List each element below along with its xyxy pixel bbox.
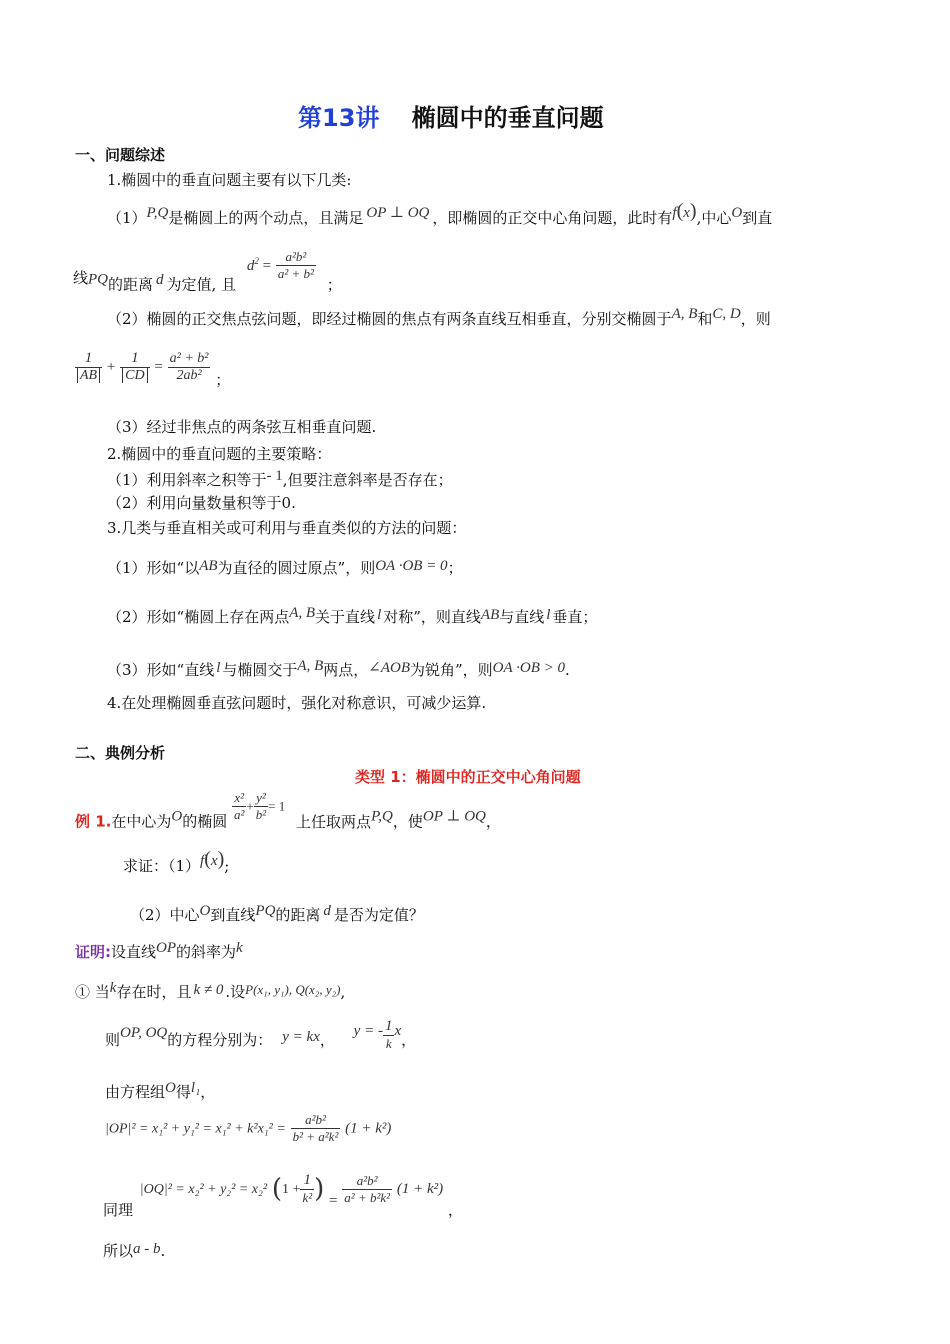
math-d: d (156, 271, 164, 288)
prove-part-1: 求证：（1）f(x); (123, 848, 230, 875)
text: 为定值, 且 (166, 275, 237, 294)
proof-system (105, 1080, 215, 1102)
math-abs-cd: CD (122, 368, 147, 383)
math-x: x (394, 1023, 402, 1039)
math-pq-line: PQ (255, 903, 276, 919)
math-op-perp-oq: OP ⊥ OQ (422, 808, 486, 825)
text: ，则 (740, 310, 771, 328)
text: ， (401, 1031, 417, 1049)
math-oq-squared-den: a² + b²k² (344, 1189, 391, 1205)
math-a2-plus-b2: a² + b² (277, 266, 314, 281)
text: 为直径的圆过原点”，则 (217, 559, 376, 577)
text: ,但要注意斜率是否存在； (282, 471, 453, 489)
proof-label: 证明: (75, 943, 111, 961)
math-d2: d (246, 257, 255, 274)
paragraph-strategy-1 (107, 468, 453, 490)
math-one: 1 (120, 350, 149, 368)
math-sum-num: a² + b² (169, 350, 209, 366)
math-points: P(x₁, y₁), Q(x₂, y₂) (245, 982, 341, 997)
text: 是椭圆上的两个动点，且满足 (168, 209, 364, 227)
text: ，使 (392, 812, 423, 831)
math-y-neg: y = - (353, 1023, 383, 1039)
math-oq-squared-tail: (1 + k²) (396, 1181, 444, 1197)
text: ， (447, 1201, 463, 1219)
text: （1） (107, 209, 147, 227)
math-k: k (385, 1036, 392, 1051)
math-op-perp-oq: OP ⊥ OQ (366, 205, 430, 221)
text: （2）中心 (130, 906, 200, 924)
math-op-squared-den: b² + a²k² (292, 1129, 339, 1144)
text: ， (485, 812, 501, 831)
math-a2b2: a²b² (276, 249, 316, 266)
math-l: l (377, 607, 382, 623)
math-minus-one: - 1 (266, 468, 283, 484)
text: （2）形如“椭圆上存在两点 (107, 608, 290, 626)
math-ab-points: A, B (671, 306, 698, 322)
section-heading-examples: 二、典例分析 (75, 744, 166, 762)
text: ，即椭圆的正交中心角问题，此时有 (432, 209, 673, 227)
text: 由方程组 (105, 1083, 166, 1101)
text: 上任取两点 (296, 812, 372, 831)
math-op: OP (156, 940, 177, 956)
text: ① 当 (75, 983, 110, 1001)
math-f: f (672, 205, 677, 221)
math-one: 1 (384, 1018, 393, 1034)
math-cd-points: C, D (712, 306, 741, 322)
math-y2: y² (254, 790, 268, 807)
math-k: k (236, 940, 243, 956)
math-y-kx: y = kx (282, 1029, 320, 1045)
paragraph-intro-4: 4.在处理椭圆垂直弦问题时，强化对称意识，可减少运算. (107, 694, 487, 712)
formula-oq-squared: 同理 |OQ|² = x₂² + y₂² = x₂² (1 + $\frac{1}{\text{k²}}$ ) = $\frac{\text{a²b²}}{\text{a² + b²k²}}$ (1 + k²) ， (103, 1172, 463, 1219)
paragraph-intro-3: 3.几类与垂直相关或可利用与垂直类似的方法的问题： (107, 519, 467, 537)
math-op-oq: OP, OQ (120, 1025, 168, 1041)
text: 的斜率为 (176, 943, 237, 961)
math-a2: a² (234, 807, 245, 822)
math-abs-ab: AB (77, 368, 100, 383)
math-f: f (200, 853, 205, 869)
text: . (565, 661, 570, 679)
text: ； (326, 275, 342, 294)
text: ， (319, 1031, 335, 1049)
paragraph-case-3: （3）经过非焦点的两条弦互相垂直问题. (107, 418, 377, 436)
text: 设直线 (111, 943, 157, 961)
text: 和 (697, 310, 713, 328)
text: 求证：（1） (123, 857, 201, 875)
math-oq-squared-num: a²b² (342, 1173, 392, 1190)
paragraph-type-2 (107, 605, 597, 627)
text: 垂直； (552, 608, 598, 626)
paragraph-case-1: （1）P,Q是椭圆上的两个动点，且满足 OP ⊥ OQ ，即椭圆的正交中心角问题，此时有f(x),中心O到直 (107, 200, 773, 227)
example-label: 例 1. (75, 812, 112, 831)
title-prefix: 第13讲 (298, 104, 380, 132)
text: 为锐角”，则 (409, 661, 493, 679)
math-dot-zero: OA ·OB = 0 (375, 558, 448, 574)
prove-part-2 (130, 903, 424, 925)
math-x: x (210, 853, 218, 869)
math-a-minus-b: a - b (133, 1241, 161, 1257)
math-pq: P,Q (371, 808, 393, 825)
math-eq-one: = 1 (268, 798, 286, 814)
math-sum-den: 2ab² (176, 367, 202, 383)
paragraph-case-2 (107, 306, 771, 329)
math-ab-points: A, B (297, 658, 324, 674)
math-l: l (546, 607, 551, 623)
text: ， (200, 1083, 216, 1101)
math-oq-squared-lhs: |OQ|² = x₂² + y₂² = x₂² (139, 1182, 268, 1197)
text: 到直线 (210, 906, 256, 924)
text: ； (215, 371, 231, 389)
math-ab: AB (199, 558, 218, 574)
proof-so (103, 1240, 165, 1261)
type-heading: 类型 1：椭圆中的正交中心角问题 (355, 768, 581, 786)
text: ; (224, 857, 230, 875)
math-k: k (109, 980, 117, 996)
math-o: O (165, 1080, 176, 1096)
text: 两点， (323, 661, 369, 679)
formula-op-squared (105, 1112, 391, 1145)
math-one: 1 (75, 350, 102, 368)
text: 与直线 (499, 608, 545, 626)
text: 得 (175, 1083, 191, 1101)
text: ,中心 (696, 209, 732, 227)
text: 存在时，且 (116, 983, 192, 1001)
math-pq: P,Q (146, 205, 169, 221)
text: （3）形如“直线 (107, 661, 215, 679)
text: （1）利用斜率之积等于 (107, 471, 267, 489)
proof-start (75, 940, 243, 962)
math-d: d (323, 903, 331, 919)
math-op-squared-tail: (1 + k²) (345, 1120, 392, 1137)
text: 的距离 (275, 906, 321, 924)
text: （1）形如“以 (107, 559, 200, 577)
math-k-ne-0: k ≠ 0 (193, 982, 224, 998)
text: 的椭圆 (182, 812, 228, 831)
example-1: 例 1.在中心为O的椭圆 $\frac{\text{x²}}{\text{a²}}$ + $\frac{\text{y²}}{\text{b²}}$ = 1 上任取两点P,Q，使OP ⊥ OQ， (75, 790, 501, 831)
math-oq-paren-den: k² (302, 1190, 313, 1205)
math-o: O (731, 205, 743, 221)
text: . (160, 1242, 166, 1260)
text: 对称”，则直线 (383, 608, 481, 626)
math-l1: l₁ (190, 1080, 201, 1096)
text: 到直 (742, 209, 773, 227)
math-ab-points: A, B (289, 605, 316, 621)
text: 关于直线 (315, 608, 376, 626)
math-angle-aob: ∠AOB (368, 660, 410, 676)
text: （2）椭圆的正交焦点弦问题，即经过椭圆的焦点有两条直线互相垂直，分别交椭圆于 (107, 310, 672, 328)
text: 同理 (103, 1201, 134, 1219)
math-l: l (216, 660, 221, 676)
math-op-squared-lhs: |OP|² = x₁² + y₁² = x₁² + k²x₁² = (105, 1121, 286, 1137)
text: , (340, 983, 346, 1001)
text: 的方程分别为： (167, 1031, 273, 1049)
math-dot-positive: OA ·OB > 0 (492, 660, 565, 676)
paragraph-strategy-2: （2）利用向量数量积等于0. (107, 494, 296, 512)
paragraph-intro-1: 1.椭圆中的垂直问题主要有以下几类: (107, 171, 352, 189)
text: 与椭圆交于 (222, 661, 298, 679)
text: .设 (225, 983, 246, 1001)
text: 所以 (103, 1242, 134, 1260)
math-op-squared-num: a²b² (291, 1112, 341, 1129)
paragraph-intro-2: 2.椭圆中的垂直问题的主要策略： (107, 445, 332, 463)
math-x2: x² (232, 790, 246, 807)
section-heading-overview: 一、问题综述 (75, 146, 166, 164)
text: ； (447, 559, 463, 577)
proof-case-1 (75, 980, 345, 1002)
math-oq-eq: = (329, 1193, 338, 1209)
text: 的距离 (108, 275, 154, 294)
text: 是否为定值？ (333, 906, 424, 924)
math-pq-line: PQ (88, 271, 109, 288)
title-main: 椭圆中的垂直问题 (411, 104, 604, 132)
math-oq-paren-num: 1 (300, 1172, 314, 1190)
math-b2: b² (255, 807, 267, 822)
page-title (298, 98, 604, 133)
math-o: O (199, 903, 211, 919)
text: 在中心为 (111, 812, 172, 831)
math-o: O (171, 808, 183, 825)
text: 线 (73, 269, 89, 287)
proof-lines (105, 1018, 416, 1052)
formula-focal-chords: $\frac{1}{AB}$ + $\frac{1}{CD}$ = $\frac{\text{a² + b²}}{\text{2ab²}}$ ； (75, 350, 230, 390)
text: 则 (105, 1031, 121, 1049)
math-ab: AB (480, 607, 500, 623)
math-x: x (683, 205, 690, 221)
paragraph-case-1-cont: 线PQ的距离 d 为定值, 且 $d^2$ = $\frac{\text{a²b²}}{\text{a² + b²}}$ ； (73, 249, 342, 294)
paragraph-type-3 (107, 658, 570, 680)
paragraph-type-1 (107, 557, 463, 578)
